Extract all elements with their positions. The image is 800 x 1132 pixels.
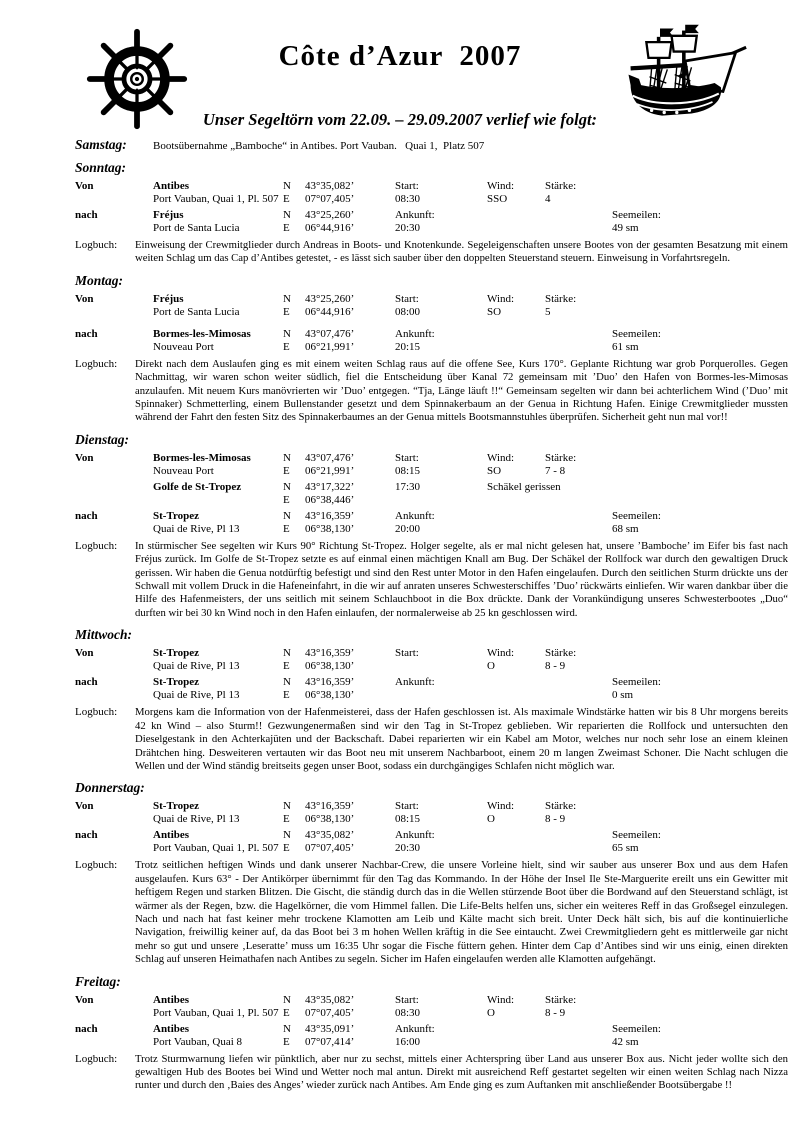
lat-letter: N: [283, 647, 291, 660]
port-detail: Port Vauban, Quai 1, Pl. 507: [153, 842, 279, 855]
logbook-entry: [75, 706, 788, 773]
logbook-label: Logbuch:: [75, 1052, 118, 1065]
spacer-cell: [75, 1007, 153, 1020]
logbook-label: Logbuch:: [75, 859, 118, 872]
lat-value: 43°16,359’: [305, 800, 355, 813]
page-subtitle: Unser Segeltörn vom 22.09. – 29.09.2007 verlief wie folgt:: [202, 110, 598, 129]
distance-value: 49 sm: [612, 222, 639, 234]
time-label: Start:: [395, 647, 419, 660]
lon-letter: E: [283, 689, 290, 702]
port-detail: Nouveau Port: [153, 340, 214, 353]
day-section-freitag: [75, 974, 788, 1093]
wind-value: [487, 494, 545, 507]
voyage-row-from: [75, 800, 788, 826]
lon-value: 06°38,446’: [305, 493, 355, 506]
lon-letter: E: [283, 222, 290, 234]
day-heading: Donnerstag:: [75, 780, 145, 796]
strength-label: [545, 1023, 612, 1036]
day-section-donnerstag: [75, 780, 788, 966]
wind-label: Wind:: [487, 451, 515, 464]
distance-value: 42 sm: [612, 1035, 639, 1048]
strength-value: [545, 222, 612, 235]
distance-value: 65 sm: [612, 842, 639, 855]
strength-label: Stärke:: [545, 993, 577, 1006]
strength-value: [545, 494, 612, 507]
port-name: Fréjus: [153, 209, 184, 221]
logbook-text: In stürmischer See segelten wir Kurs 90° Richtung St-Tropez. Holger segelte, als er mal nicht gelesen hat, unsere ’Bamboche’ im Eifer bis fast nach Fréjus zurück. Im Golfe de St-Tropez setzte es auf einmal einen mächtigen Knall am Bug. Der Schäkel der Rollfock war durch den gewaltigen Druck gerissen. Wir haben die Genua notdürftig befestigt und sind den Rest unter Motor in den Hafen eingelaufen. Durch den seitlichen Sturm drückte uns der Schwall mit vollem Druck in die Hafeneinfahrt, in die wir auf anraten unseres Schwesterschiffes ’Duo’ rückwärts einliefen. Wir waren dankbar über die Hilfe des Hafenmeisters, der uns seitlich mit seinem Schlauchboot in die Box drückte. Dank der Vorankündigung unseres Schwesterbootes „Duo“ durften wir bei 30 kn Wind noch in den Hafen einlaufen, der normalerweise ab 25 kn geschlossen wird.: [135, 539, 788, 619]
log-content: [75, 160, 788, 1093]
lat-value: 43°16,359’: [305, 676, 355, 689]
spacer-cell: [75, 341, 153, 354]
distance-label: Seemeilen:: [612, 676, 661, 689]
direction-label: Von: [75, 993, 94, 1006]
lat-letter: N: [283, 209, 291, 221]
strength-value: 5: [545, 305, 551, 318]
lat-value: 43°16,359’: [305, 647, 355, 660]
logbook-label: Logbuch:: [75, 357, 118, 370]
logbook-text: Trotz seitlichen heftigen Winds und dank unserer Nachbar-Crew, die unsere Vorleine hielt, sind wir sauber aus unserer Box und aus dem Hafen ausgelaufen. Kurs 63° - Der Antikörper übernimmt für den Tag das Kommando. In der Höhe der Insel Ile Ste-Marguerite ereilt uns ein Gewitter mit heftigem Regen und starken Blitzen. Die Gischt, die ständig durch das in die Wellen stürzende Boot über die Bordwand auf den Steuerstand schlägt, ist wärmer als der Regen, bzw. die Hagelkörner, die vom Himmel fallen. Die Life-Belts helfen uns, sicher ein weiteres Reff in das Großsegel einzulegen. Nach und nach hat fast keiner mehr trockene Klamotten am Leib und Kälte macht sich breit. Unter Deck hält sich, bis auf die kontinuierliche Navigation, freiwillig keiner auf, da das Boot bei 3 m hohen Wellen kräftig in die See eintaucht. Zwei Crewmitgliedern geht es mittlerweile gar nicht mehr so gut und unsere ‚Leseratte’ muss um 16:35 Uhr sogar die Fische füttern gehen. Hinter dem Cap d’Antibes sind wir uns einig, einen direkten Schlag auf unseren Heimathafen nach Antibes zu segeln. Sicher im Hafen eingelaufen werden alle Klamotten aufgehängt.: [135, 859, 788, 966]
wind-value: SSO: [487, 193, 508, 205]
logbook-entry: [75, 239, 788, 266]
lat-letter: N: [283, 327, 291, 340]
port-name: St-Tropez: [153, 509, 200, 522]
lat-letter: N: [283, 676, 291, 689]
direction-label: Von: [75, 451, 94, 464]
time-label: Ankunft:: [395, 509, 435, 522]
logbook-text: Morgens kam die Information von der Hafenmeisterei, dass der Hafen geschlossen ist. Als maximale Windstärke hatten wir bis 8 Uhr morgens bereits 42 kn Wind – also Sturm!! Gezwungenermaßen sind wir den Tag in St-Tropez geblieben. Wir reparierten die Rollfock und untersuchten den Dieselgestank in den Achterkajüten und der Backschaft. Dabei reparierten wir ein Kabel am Motor, welches nur noch sehr lose an einem kleinen Drähtchen hing. Desweiteren vertauten wir das Boot neu mit unserem Nachbarboot, einem 20 m langen Zweimast Schoner. Die Nacht schlugen die Wellen und der Wind ständig breitseits gegen unser Boot, sodass ein durchgängiges Schlafen nicht möglich war.: [135, 706, 788, 772]
logbook-entry: [75, 859, 788, 966]
port-name: Antibes: [153, 993, 190, 1006]
distance-value: 61 sm: [612, 340, 639, 353]
lat-letter: N: [283, 993, 291, 1006]
strength-value: [545, 341, 612, 354]
logbook-entry: [75, 540, 788, 620]
wind-label: Wind:: [487, 647, 515, 660]
wind-value: [487, 341, 545, 354]
day-heading: Mittwoch:: [75, 627, 133, 643]
distance-label: [612, 994, 788, 1007]
distance-value: [612, 465, 788, 478]
time-label: Start:: [395, 993, 419, 1006]
port-name: St-Tropez: [153, 647, 200, 660]
port-name: Golfe de St-Tropez: [153, 480, 242, 493]
lon-letter: E: [283, 193, 290, 205]
direction-label: nach: [75, 1022, 98, 1035]
port-name: Antibes: [153, 829, 190, 842]
time-value: 20:15: [395, 340, 421, 353]
lon-letter: E: [283, 1035, 290, 1048]
wind-value: [487, 1036, 545, 1049]
wind-value: O: [487, 660, 495, 673]
port-name: St-Tropez: [153, 800, 200, 813]
wind-label: [487, 676, 545, 689]
lon-letter: E: [283, 842, 290, 855]
wind-value: O: [487, 813, 495, 826]
time-value: [395, 660, 487, 673]
distance-label: Seemeilen:: [612, 829, 661, 842]
voyage-row-from: [75, 452, 788, 478]
lon-letter: E: [283, 493, 290, 506]
lon-value: 06°21,991’: [305, 464, 355, 477]
time-label: Start:: [395, 292, 419, 305]
wind-label: [487, 209, 545, 222]
lat-letter: N: [283, 509, 291, 522]
event-note: Schäkel gerissen: [487, 480, 561, 493]
logbook-text: Direkt nach dem Auslaufen ging es mit einem weiten Schlag raus auf die offene See, Kurs 170°. Geplante Richtung war grob Porquerolles. Gegen Nachmittag, wir waren schon weiter südlich, fiel die Entscheidung über Kanal 72 gemeinsam mit ’Duo’ den Hafen von Bormes-les-Mimosas anzulaufen. Mit neuem Kurs manövrierten wir ’Duo’ entgegen. “Tja, Länge läuft !!“ Gemeinsam segelten wir dann bei achterlichem Wind (’Duo’ mit Spinnaker) Schmetterling, einem Bullenstander gesetzt und dem Spinnakerbaum an der Genua in Richtung Hafen. Einige Crewmitglieder mussten während der Fahrt den festen Sitz des Spinnakerbaumes an der Genua mittels Bootsmannstuhles überprüfen. Sicherheit geht nun mal vor!!: [135, 357, 788, 424]
lon-value: 07°07,405’: [305, 842, 355, 855]
strength-label: Stärke:: [545, 800, 577, 813]
port-detail: Nouveau Port: [153, 464, 214, 477]
lat-letter: N: [283, 1022, 291, 1035]
voyage-row-to: [75, 209, 788, 235]
strength-value: [545, 842, 612, 855]
day-heading: Dienstag:: [75, 431, 129, 447]
time-value: 08:15: [395, 464, 421, 477]
day-section-mittwoch: [75, 627, 788, 773]
distance-value: [612, 813, 788, 826]
spacer-cell: [75, 523, 153, 536]
voyage-row-waypoint: [75, 481, 788, 507]
distance-value: 0 sm: [612, 689, 634, 702]
distance-label: [612, 481, 788, 494]
direction-label: nach: [75, 209, 98, 221]
distance-value: [612, 494, 788, 507]
distance-label: [612, 180, 788, 193]
lon-letter: E: [283, 340, 290, 353]
voyage-row-from: [75, 293, 788, 319]
time-label: Ankunft:: [395, 829, 435, 842]
lat-letter: N: [283, 800, 291, 813]
lon-value: 06°38,130’: [305, 522, 355, 535]
port-detail: Quai de Rive, Pl 13: [153, 813, 240, 826]
distance-value: [612, 193, 788, 206]
lon-value: 06°38,130’: [305, 689, 355, 702]
strength-value: 8 - 9: [545, 1006, 566, 1019]
port-name: Bormes-les-Mimosas: [153, 327, 251, 340]
lon-letter: E: [283, 1006, 290, 1019]
port-name: Fréjus: [153, 292, 184, 305]
time-value: 20:30: [395, 842, 421, 855]
strength-value: [545, 1036, 612, 1049]
direction-label: nach: [75, 676, 98, 689]
wind-label: Wind:: [487, 993, 515, 1006]
port-detail: Quai de Rive, Pl 13: [153, 522, 240, 535]
strength-label: [545, 829, 612, 842]
port-detail: Quai de Rive, Pl 13: [153, 689, 240, 702]
lat-value: 43°07,476’: [305, 451, 355, 464]
spacer-cell: [75, 306, 153, 319]
lat-value: 43°35,082’: [305, 829, 355, 842]
lon-letter: E: [283, 660, 290, 673]
wind-value: O: [487, 1006, 495, 1019]
time-value: 17:30: [395, 480, 421, 493]
port-detail: Port de Santa Lucia: [153, 305, 240, 318]
time-value: 20:30: [395, 222, 421, 234]
time-value: 20:00: [395, 522, 421, 535]
port-name: St-Tropez: [153, 676, 200, 689]
lat-value: 43°25,260’: [305, 209, 355, 221]
lat-letter: N: [283, 480, 291, 493]
lat-value: 43°25,260’: [305, 292, 355, 305]
distance-label: Seemeilen:: [612, 509, 661, 522]
wind-value: [487, 689, 545, 702]
strength-value: 8 - 9: [545, 813, 566, 826]
port-name: Bormes-les-Mimosas: [153, 451, 251, 464]
direction-label: Von: [75, 800, 94, 813]
wind-value: [487, 842, 545, 855]
direction-label: nach: [75, 327, 98, 340]
day-heading: Sonntag:: [75, 160, 127, 175]
time-label: Ankunft:: [395, 1022, 435, 1035]
voyage-row-to: [75, 510, 788, 536]
time-label: Start:: [395, 800, 419, 813]
distance-label: [612, 647, 788, 660]
distance-label: Seemeilen:: [612, 1022, 661, 1035]
strength-label: [545, 481, 612, 494]
wind-label: [487, 1023, 545, 1036]
lat-letter: N: [283, 292, 291, 305]
saturday-row: [75, 137, 788, 153]
time-label: Start:: [395, 180, 419, 192]
time-value: [395, 494, 487, 507]
direction-label: nach: [75, 829, 98, 842]
lon-value: 06°44,916’: [305, 305, 355, 318]
page-title: Côte d’Azur 2007: [278, 40, 522, 72]
voyage-row-to: [75, 829, 788, 855]
spacer-cell: [75, 689, 153, 702]
wind-value: [487, 523, 545, 536]
spacer-cell: [75, 842, 153, 855]
time-value: [395, 689, 487, 702]
strength-label: Stärke:: [545, 451, 577, 464]
lat-value: 43°07,476’: [305, 327, 355, 340]
voyage-row-from: [75, 180, 788, 206]
lon-value: 07°07,405’: [305, 1006, 355, 1019]
distance-value: [612, 1007, 788, 1020]
port-detail: Quai de Rive, Pl 13: [153, 660, 240, 673]
direction-label: [75, 481, 153, 494]
lat-letter: N: [283, 180, 291, 192]
strength-label: Stärke:: [545, 647, 577, 660]
day-heading: Montag:: [75, 272, 124, 288]
wind-label: Wind:: [487, 800, 515, 813]
lon-value: 07°07,414’: [305, 1035, 355, 1048]
day-section-dienstag: [75, 432, 788, 620]
distance-label: [612, 452, 788, 465]
direction-label: nach: [75, 509, 98, 522]
lon-letter: E: [283, 813, 290, 826]
lat-letter: N: [283, 829, 291, 842]
lat-value: 43°16,359’: [305, 509, 355, 522]
strength-label: [545, 328, 612, 341]
voyage-row-to: [75, 328, 788, 354]
port-detail: [153, 494, 283, 507]
direction-label: Von: [75, 180, 94, 192]
lon-value: 06°44,916’: [305, 222, 355, 234]
time-value: 08:30: [395, 1006, 421, 1019]
lon-letter: E: [283, 464, 290, 477]
port-detail: Port Vauban, Quai 8: [153, 1035, 243, 1048]
strength-label: [545, 510, 612, 523]
voyage-row-to: [75, 676, 788, 702]
port-detail: Port de Santa Lucia: [153, 222, 240, 234]
lon-value: 06°21,991’: [305, 340, 355, 353]
lat-value: 43°35,082’: [305, 993, 355, 1006]
direction-label: Von: [75, 292, 94, 305]
distance-value: [612, 660, 788, 673]
lat-letter: N: [283, 451, 291, 464]
lon-letter: E: [283, 522, 290, 535]
lon-value: 07°07,405’: [305, 193, 355, 205]
time-label: Start:: [395, 451, 419, 464]
distance-label: [612, 293, 788, 306]
spacer-cell: [75, 494, 153, 507]
strength-value: 8 - 9: [545, 660, 566, 673]
port-name: Antibes: [153, 180, 190, 192]
strength-value: 4: [545, 193, 551, 205]
logbook-label: Logbuch:: [75, 539, 118, 552]
spacer-cell: [75, 222, 153, 235]
time-value: 08:00: [395, 305, 421, 318]
wind-value: SO: [487, 305, 502, 318]
port-detail: Port Vauban, Quai 1, Pl. 507: [153, 193, 279, 205]
strength-value: 7 - 8: [545, 464, 566, 477]
wind-label: [487, 510, 545, 523]
time-value: 16:00: [395, 1035, 421, 1048]
logbook-entry: [75, 1053, 788, 1093]
logbook-entry: [75, 358, 788, 425]
distance-label: Seemeilen:: [612, 327, 661, 340]
voyage-row-from: [75, 994, 788, 1020]
day-section-sonntag: [75, 160, 788, 266]
time-label: Ankunft:: [395, 327, 435, 340]
wind-value: SO: [487, 464, 502, 477]
strength-label: [545, 676, 612, 689]
time-value: 08:15: [395, 813, 421, 826]
day-heading-samstag: Samstag:: [75, 137, 127, 152]
spacer-cell: [75, 1036, 153, 1049]
wind-value: [487, 222, 545, 235]
distance-value: 68 sm: [612, 522, 639, 535]
lon-value: 06°38,130’: [305, 813, 355, 826]
distance-label: Seemeilen:: [612, 209, 661, 221]
strength-value: [545, 689, 612, 702]
day-section-montag: [75, 273, 788, 425]
lat-value: 43°35,091’: [305, 1022, 355, 1035]
direction-label: Von: [75, 647, 94, 660]
wind-label: [487, 328, 545, 341]
strength-label: [545, 209, 612, 222]
voyage-row-from: [75, 647, 788, 673]
wind-label: [487, 829, 545, 842]
voyage-row-to: [75, 1023, 788, 1049]
strength-label: Stärke:: [545, 292, 577, 305]
spacer-cell: [75, 193, 153, 206]
lat-value: 43°17,322’: [305, 480, 355, 493]
port-detail: Port Vauban, Quai 1, Pl. 507: [153, 1006, 279, 1019]
strength-label: Stärke:: [545, 180, 577, 192]
lon-value: 06°38,130’: [305, 660, 355, 673]
page-header: [0, 0, 800, 158]
wind-label: Wind:: [487, 180, 515, 192]
logbook-text: Trotz Sturmwarnung liefen wir pünktlich, aber nur zu sechst, mittels einer Achterspring über Land aus unserer Box aus. Nicht jeder wollte sich den gewaltigen Hub des Bootes bei Wind und Wetter noch mal antun. Direkt mit ausreichend Reff gestartet segelten wir einen weiten Schlag nach Nizza runter und durch den ‚Baies des Anges’ wieder zurück nach Antibes. Am Ende ging es zum Auftanken mit anschließender Bootsübergabe !!: [135, 1052, 788, 1092]
spacer-cell: [75, 813, 153, 826]
distance-label: [612, 800, 788, 813]
spacer-cell: [75, 660, 153, 673]
spacer-cell: [75, 465, 153, 478]
time-value: 08:30: [395, 193, 421, 205]
distance-value: [612, 306, 788, 319]
lat-value: 43°35,082’: [305, 180, 355, 192]
day-heading: Freitag:: [75, 973, 121, 989]
wind-label: Wind:: [487, 292, 515, 305]
time-label: Ankunft:: [395, 209, 435, 221]
lon-letter: E: [283, 305, 290, 318]
strength-value: [545, 523, 612, 536]
logbook-label: Logbuch:: [75, 706, 118, 719]
time-label: Ankunft:: [395, 676, 435, 689]
logbook-text: Einweisung der Crewmitglieder durch Andreas in Boots- und Knotenkunde. Segeleigenschaften unsere Bootes von der gesamten Besatzung mit einem weiten Schlag um das Cap d’Antibes getestet, - es lässt sich sauber über den doppelten Steuerstand steuern. Einweisung in Vorfahrtsregeln.: [135, 239, 788, 265]
saturday-text: Bootsübernahme „Bamboche“ in Antibes. Port Vauban. Quai 1, Platz 507: [153, 140, 485, 152]
logbook-label: Logbuch:: [75, 239, 118, 251]
port-name: Antibes: [153, 1022, 190, 1035]
